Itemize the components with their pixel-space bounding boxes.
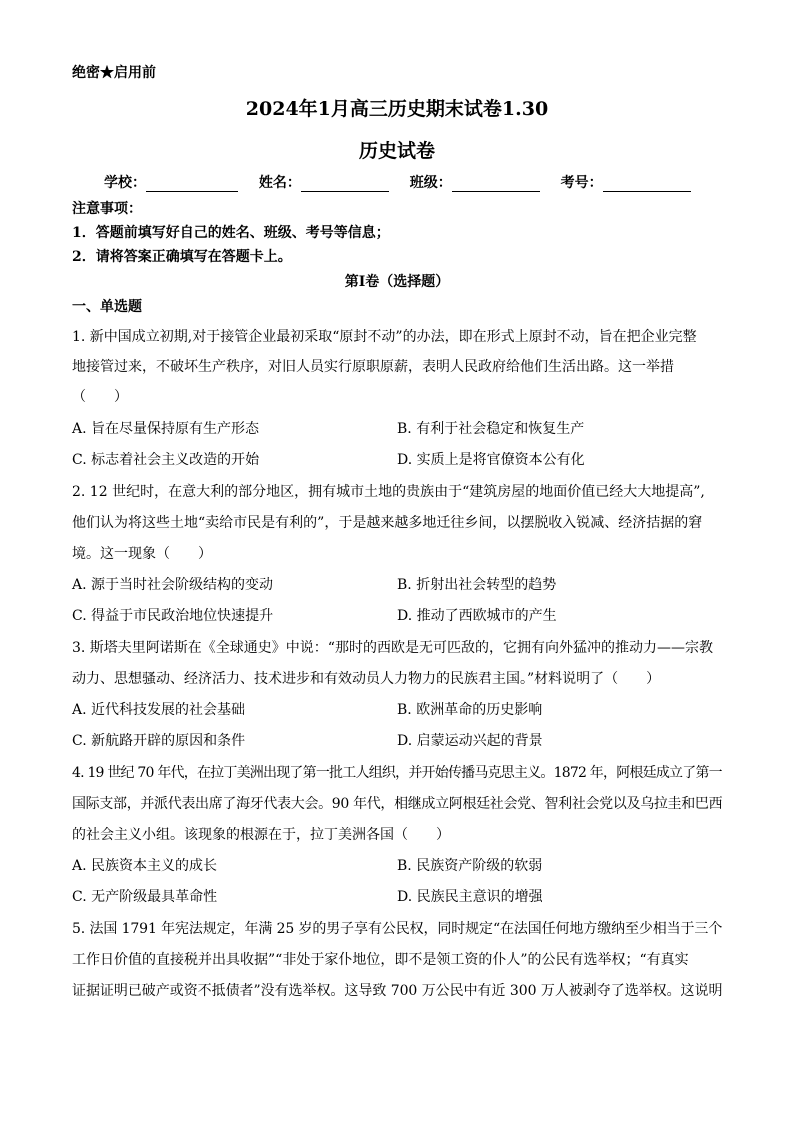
question-1-option-b[interactable]: B. 有利于社会稳定和恢复生产: [397, 421, 585, 437]
question-3-line: 动力、思想骚动、经济活力、技术进步和有效动员人力物力的民族君主国。”材料说明了（ ）: [72, 671, 661, 687]
question-1-line: 地接管过来，不破坏生产秩序，对旧人员实行原职原薪，表明人民政府给他们生活出路。这一举措: [72, 359, 674, 375]
class-field[interactable]: [452, 177, 540, 192]
secret-label: 绝密★启用前: [72, 65, 156, 81]
question-5-line: 5. 法国 1791 年宪法规定，年满 25 岁的男子享有公民权，同时规定“在法国任何地方缴纳至少相当于三个: [72, 921, 723, 937]
question-2-option-c[interactable]: C. 得益于市民政治地位快速提升: [72, 608, 274, 624]
question-4-line: 国际支部，并派代表出席了海牙代表大会。90 年代，相继成立阿根廷社会党、智利社会党以及乌拉圭和巴西: [72, 796, 723, 812]
exam-title: 2024年1月高三历史期末试卷1.30: [245, 98, 549, 120]
question-2-line: 2. 12 世纪时，在意大利的部分地区，拥有城市土地的贵族由于“建筑房屋的地面价值已经大大地提高”,: [72, 484, 705, 500]
question-4-line: 的社会主义小组。该现象的根源在于，拉丁美洲各国（ ）: [72, 827, 450, 843]
question-2-option-a[interactable]: A. 源于当时社会阶级结构的变动: [72, 577, 274, 593]
notes-heading: 注意事项：: [72, 201, 142, 217]
question-4-option-b[interactable]: B. 民族资产阶级的软弱: [397, 858, 543, 874]
note-item: 2．请将答案正确填写在答题卡上。: [72, 249, 292, 265]
question-2-line: 他们认为将这些土地“卖给市民是有利的”，于是越来越多地迁往乡间，以摆脱收入锐减、经济拮据的窘: [72, 515, 703, 531]
question-4-option-c[interactable]: C. 无产阶级最具革命性: [72, 889, 218, 905]
question-5-line: 证据证明已破产或资不抵债者”没有选举权。这导致 700 万公民中有近 300 万人被剥夺了选举权。这说明: [72, 983, 723, 999]
question-5-line: 工作日价值的直接税并出具收据”“非处于家仆地位，即不是领工资的仆人”的公民有选举权；“有真实: [72, 952, 689, 968]
exam-number-label: 考号：: [560, 175, 603, 191]
school-label: 学校：: [104, 175, 146, 191]
question-2-line: 境。这一现象（ ）: [72, 546, 212, 562]
question-4-option-a[interactable]: A. 民族资本主义的成长: [72, 858, 218, 874]
name-label: 姓名：: [258, 175, 301, 191]
question-3-option-b[interactable]: B. 欧洲革命的历史影响: [397, 702, 543, 718]
question-4-option-d[interactable]: D. 民族民主意识的增强: [397, 889, 543, 905]
question-3-option-a[interactable]: A. 近代科技发展的社会基础: [72, 702, 246, 718]
class-label: 班级：: [409, 175, 452, 191]
section-title: 第Ⅰ卷（选择题）: [344, 274, 450, 290]
question-1-option-d[interactable]: D. 实质上是将官僚资本公有化: [397, 452, 585, 468]
student-info-line: [104, 172, 691, 192]
question-1-option-c[interactable]: C. 标志着社会主义改造的开始: [72, 452, 260, 468]
question-1-option-a[interactable]: A. 旨在尽量保持原有生产形态: [72, 421, 260, 437]
question-2-option-d[interactable]: D. 推动了西欧城市的产生: [397, 608, 557, 624]
question-1-line: 1. 新中国成立初期,对于接管企业最初采取“原封不动”的办法，即在形式上原封不动，旨在把企业完整: [72, 329, 697, 345]
note-item: 1．答题前填写好自己的姓名、班级、考号等信息；: [72, 225, 390, 241]
name-field[interactable]: [301, 177, 389, 192]
exam-subtitle: 历史试卷: [358, 140, 435, 162]
question-4-line: 4. 19 世纪 70 年代，在拉丁美洲出现了第一批工人组织，并开始传播马克思主义。1872 年，阿根廷成立了第一: [72, 765, 722, 781]
question-3-line: 3. 斯塔夫里阿诺斯在《全球通史》中说：“那时的西欧是无可匹敌的，它拥有向外猛冲的推动力——宗教: [72, 640, 713, 656]
question-1-line: （ ）: [72, 389, 128, 405]
question-3-option-d[interactable]: D. 启蒙运动兴起的背景: [397, 733, 543, 749]
question-3-option-c[interactable]: C. 新航路开辟的原因和条件: [72, 733, 246, 749]
section-subtitle: 一、单选题: [72, 299, 142, 315]
school-field[interactable]: [146, 177, 238, 192]
exam-number-field[interactable]: [603, 177, 691, 192]
question-2-option-b[interactable]: B. 折射出社会转型的趋势: [397, 577, 557, 593]
